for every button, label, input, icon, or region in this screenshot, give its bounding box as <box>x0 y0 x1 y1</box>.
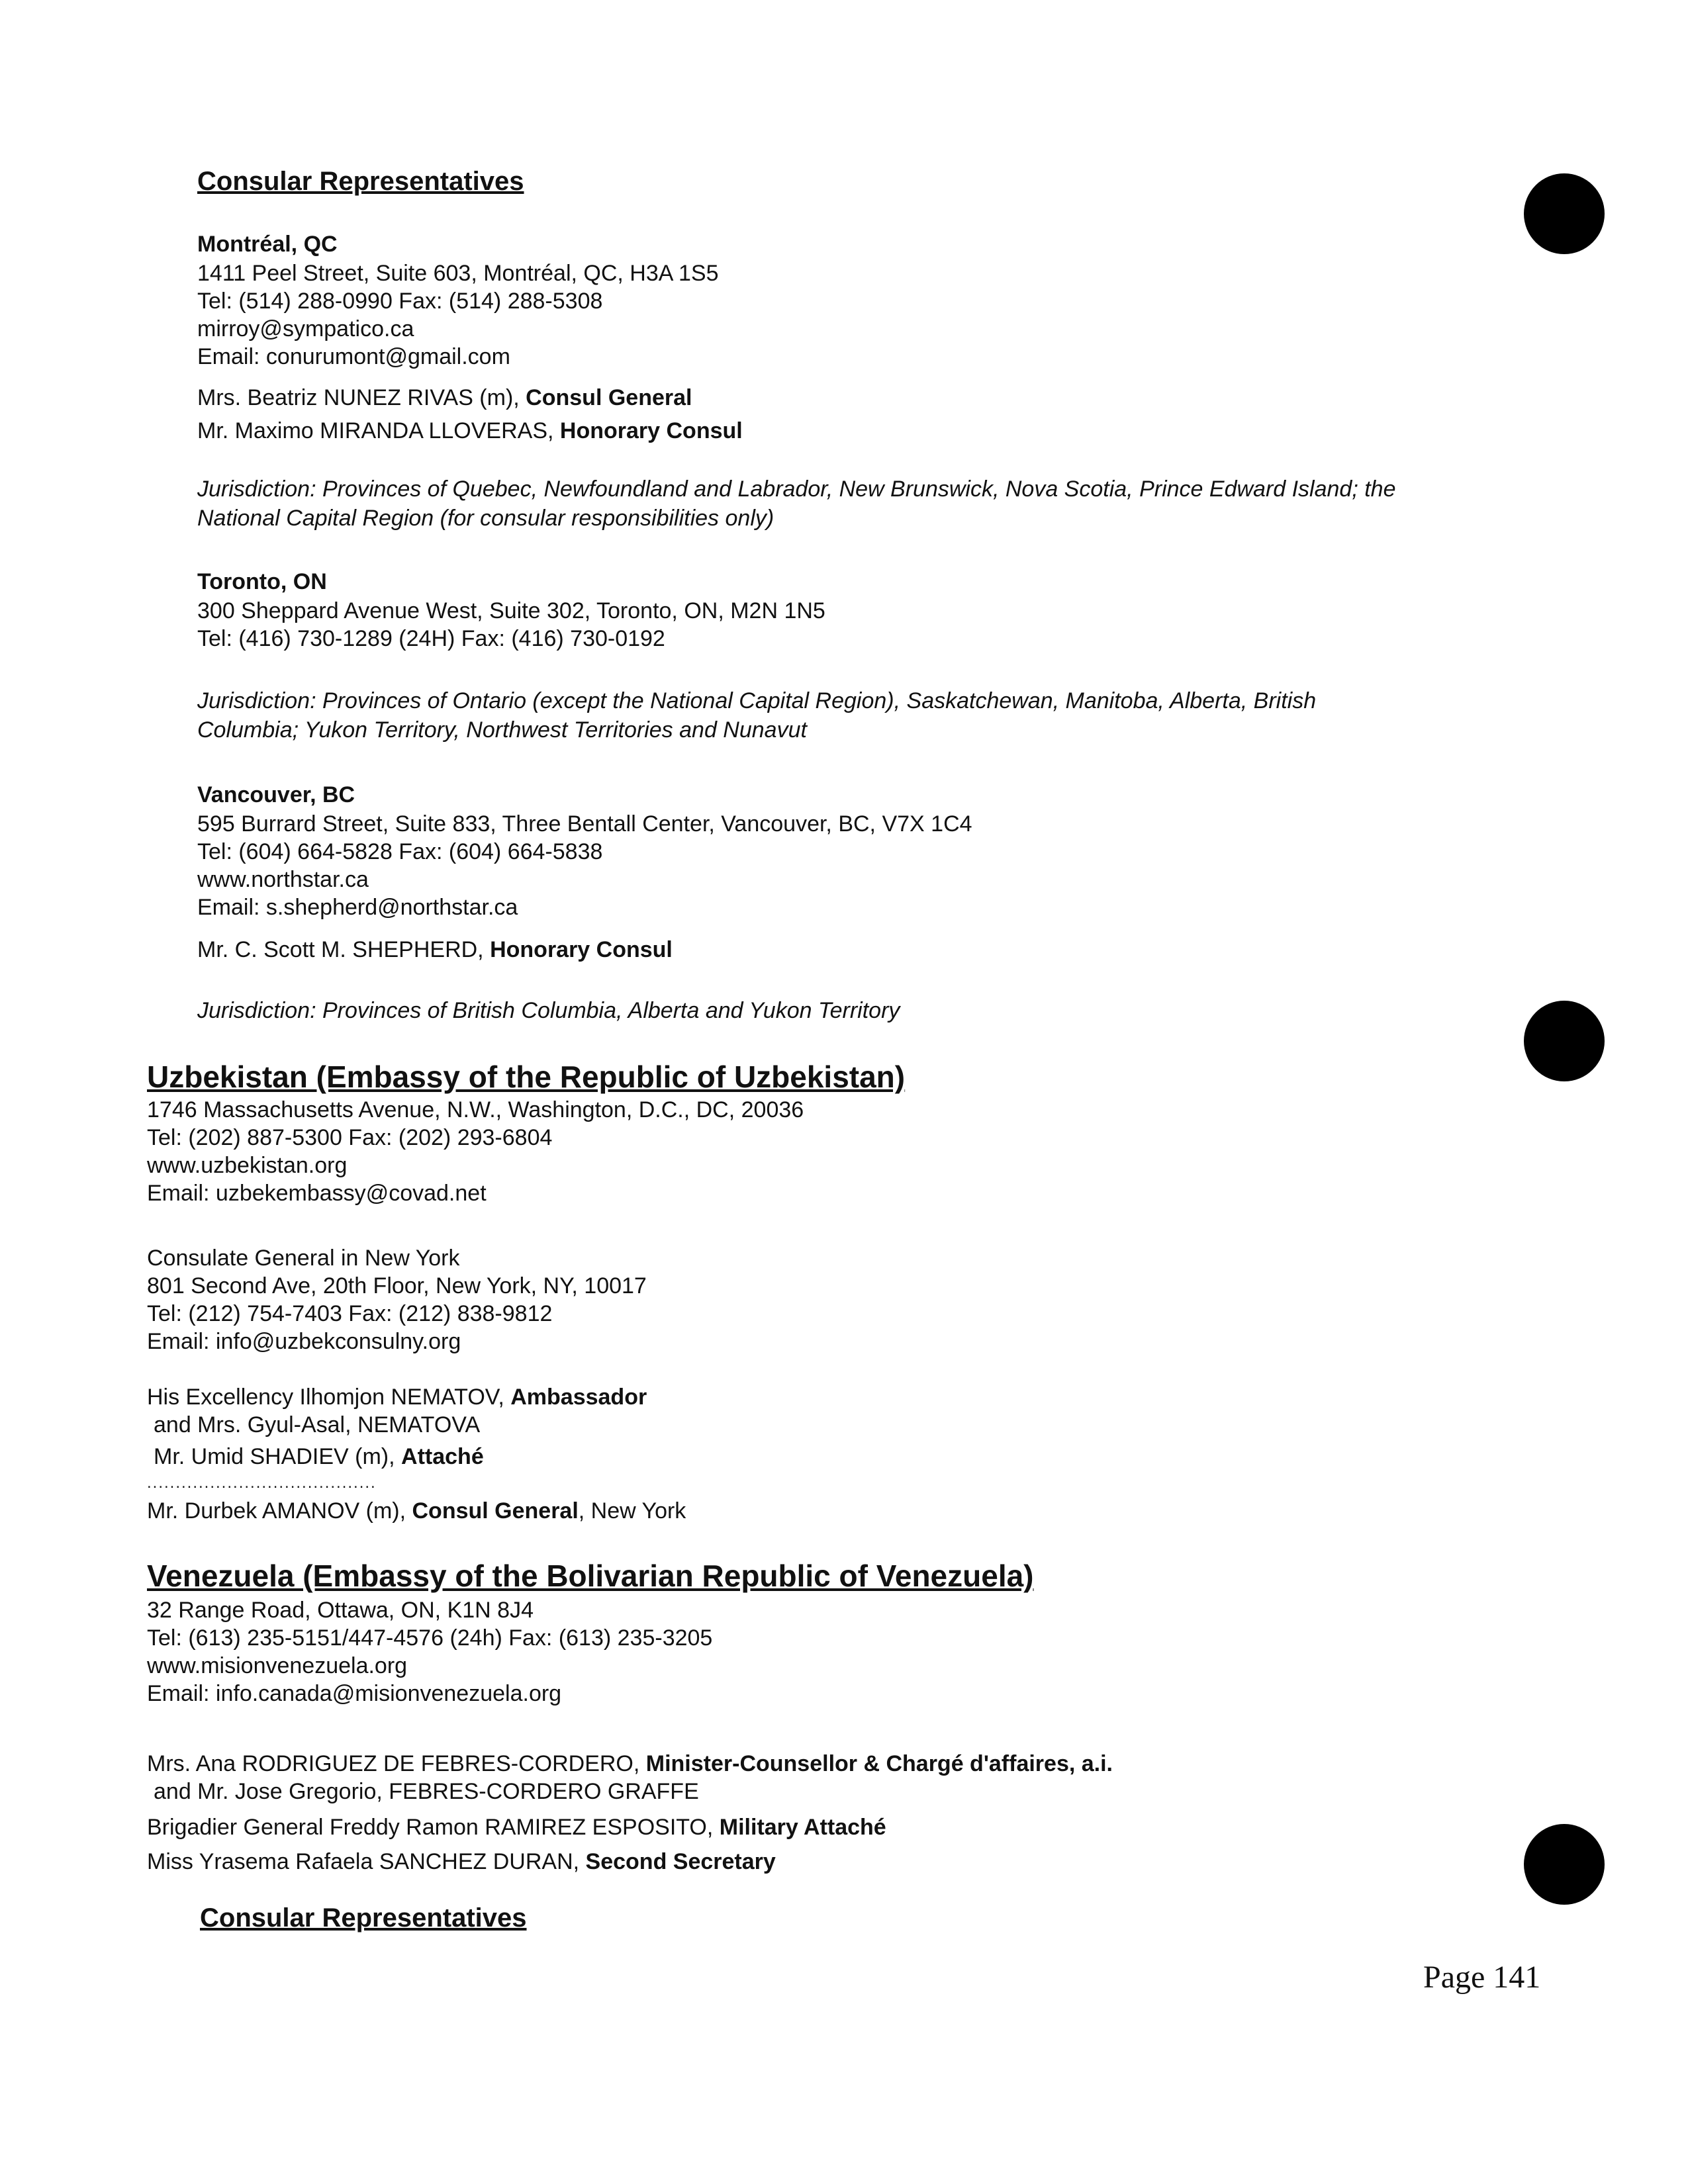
vancouver-city: Vancouver, BC <box>197 782 355 807</box>
uzbekistan-consulate-address: 801 Second Ave, 20th Floor, New York, NY, 10017 <box>147 1273 647 1298</box>
rep-title: Consul General <box>412 1498 579 1524</box>
venezuela-email: Email: info.canada@misionvenezuela.org <box>147 1681 562 1706</box>
uzbekistan-consulate-phone: Tel: (212) 754-7403 Fax: (212) 838-9812 <box>147 1301 553 1326</box>
rep-name: Brigadier General Freddy Ramon RAMIREZ ESPOSITO, <box>147 1815 720 1840</box>
rep-name: Miss Yrasema Rafaela SANCHEZ DURAN, <box>147 1849 586 1874</box>
uzbekistan-website: www.uzbekistan.org <box>147 1153 348 1178</box>
rep-title: Minister-Counsellor & Chargé d'affaires, a.i. <box>645 1751 1113 1776</box>
toronto-jurisdiction-line-1: Jurisdiction: Provinces of Ontario (except the National Capital Region), Saskatchewan, Manitoba, Alberta, British <box>197 688 1317 713</box>
punch-hole-top <box>1524 173 1605 254</box>
vancouver-jurisdiction: Jurisdiction: Provinces of British Columbia, Alberta and Yukon Territory <box>197 998 900 1023</box>
uzbekistan-address: 1746 Massachusetts Avenue, N.W., Washington, D.C., DC, 20036 <box>147 1097 804 1122</box>
uzbekistan-ambassador <box>147 1383 647 1411</box>
vancouver-rep <box>197 936 673 964</box>
venezuela-heading: Venezuela (Embassy of the Bolivarian Republic of Venezuela) <box>147 1559 1034 1593</box>
venezuela-rep-1-spouse: and Mr. Jose Gregorio, FEBRES-CORDERO GRAFFE <box>154 1779 699 1804</box>
page-number: Page 141 <box>1423 1960 1541 1995</box>
rep-name: Mr. Durbek AMANOV (m), <box>147 1498 412 1524</box>
uzbekistan-email: Email: uzbekembassy@covad.net <box>147 1181 487 1206</box>
venezuela-rep-2 <box>147 1813 886 1841</box>
toronto-jurisdiction-line-2: Columbia; Yukon Territory, Northwest Territories and Nunavut <box>197 717 807 743</box>
separator-dots: ........................................ <box>147 1474 377 1492</box>
rep-title: Second Secretary <box>585 1849 776 1874</box>
uzbekistan-consulate-title: Consulate General in New York <box>147 1246 460 1271</box>
vancouver-email: Email: s.shepherd@northstar.ca <box>197 895 518 920</box>
rep-name: Mrs. Beatriz NUNEZ RIVAS (m), <box>197 385 526 410</box>
montreal-email-alt: mirroy@sympatico.ca <box>197 316 414 341</box>
rep-title: Ambassador <box>510 1385 647 1410</box>
venezuela-rep-1 <box>147 1750 1113 1778</box>
montreal-email: Email: conurumont@gmail.com <box>197 344 510 369</box>
uzbekistan-consulate-email: Email: info@uzbekconsulny.org <box>147 1329 461 1354</box>
punch-hole-bottom <box>1524 1824 1605 1905</box>
vancouver-website: www.northstar.ca <box>197 867 369 892</box>
uzbekistan-consul <box>147 1497 686 1525</box>
venezuela-phone: Tel: (613) 235-5151/447-4576 (24h) Fax: (613) 235-3205 <box>147 1625 713 1651</box>
uzbekistan-attache <box>154 1443 484 1471</box>
toronto-phone: Tel: (416) 730-1289 (24H) Fax: (416) 730-0192 <box>197 626 665 651</box>
vancouver-phone: Tel: (604) 664-5828 Fax: (604) 664-5838 <box>197 839 603 864</box>
rep-name: Mr. Maximo MIRANDA LLOVERAS, <box>197 418 560 443</box>
montreal-jurisdiction-line-2: National Capital Region (for consular responsibilities only) <box>197 506 774 531</box>
rep-title: Honorary Consul <box>490 937 673 962</box>
toronto-address: 300 Sheppard Avenue West, Suite 302, Toronto, ON, M2N 1N5 <box>197 598 825 623</box>
consular-representatives-heading: Consular Representatives <box>197 167 524 196</box>
rep-title: Attaché <box>401 1444 484 1469</box>
venezuela-website: www.misionvenezuela.org <box>147 1653 408 1678</box>
uzbekistan-phone: Tel: (202) 887-5300 Fax: (202) 293-6804 <box>147 1125 553 1150</box>
montreal-jurisdiction-line-1: Jurisdiction: Provinces of Quebec, Newfoundland and Labrador, New Brunswick, Nova Scotia, Prince Edward Island; the <box>197 477 1396 502</box>
rep-title: Honorary Consul <box>559 418 743 443</box>
rep-name: Mr. C. Scott M. SHEPHERD, <box>197 937 491 962</box>
uzbekistan-spouse: and Mrs. Gyul-Asal, NEMATOVA <box>154 1412 481 1437</box>
rep-name: His Excellency Ilhomjon NEMATOV, <box>147 1385 511 1410</box>
montreal-rep-2 <box>197 417 743 445</box>
venezuela-consular-heading: Consular Representatives <box>200 1903 527 1933</box>
rep-name: Mr. Umid SHADIEV (m), <box>154 1444 402 1469</box>
venezuela-address: 32 Range Road, Ottawa, ON, K1N 8J4 <box>147 1598 534 1623</box>
montreal-city: Montréal, QC <box>197 232 338 257</box>
rep-title: Consul General <box>526 385 692 410</box>
rep-title: Military Attaché <box>719 1815 886 1840</box>
toronto-city: Toronto, ON <box>197 569 327 594</box>
punch-hole-middle <box>1524 1001 1605 1081</box>
montreal-phone: Tel: (514) 288-0990 Fax: (514) 288-5308 <box>197 289 603 314</box>
montreal-rep-1 <box>197 384 692 412</box>
vancouver-address: 595 Burrard Street, Suite 833, Three Bentall Center, Vancouver, BC, V7X 1C4 <box>197 811 972 837</box>
rep-name: Mrs. Ana RODRIGUEZ DE FEBRES-CORDERO, <box>147 1751 646 1776</box>
venezuela-rep-3 <box>147 1848 776 1876</box>
montreal-address: 1411 Peel Street, Suite 603, Montréal, QC, H3A 1S5 <box>197 261 719 286</box>
rep-suffix: , New York <box>578 1498 686 1524</box>
uzbekistan-heading: Uzbekistan (Embassy of the Republic of Uzbekistan) <box>147 1060 906 1094</box>
